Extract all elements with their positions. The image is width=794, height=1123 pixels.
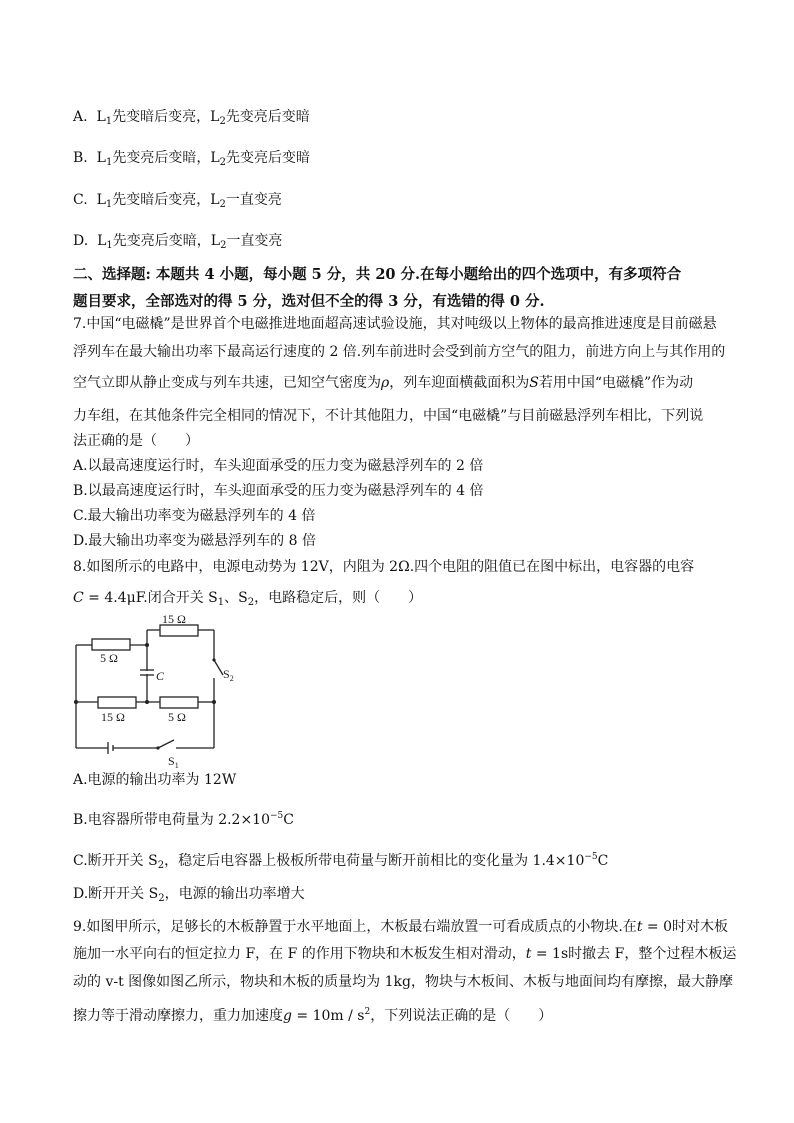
text: 施加一水平向右的恒定拉力 F，在 F 的作用下物块和木板发生相对滑动， (73, 946, 526, 962)
lamp-label: L (97, 233, 107, 249)
q7-line5: 法正确的是（ ） (73, 433, 199, 449)
lamp-sub: 1 (106, 240, 113, 251)
time-value: = 0 (642, 919, 672, 935)
junction-dot (212, 700, 216, 704)
text: ，下列说法正确的是（ ） (370, 1008, 553, 1024)
resistor-lower-right (160, 697, 198, 708)
gravity-value: = 10m / s (291, 1008, 365, 1024)
section-heading-line1: 二、选择题: 本题共 4 小题，每小题 5 分，共 20 分.在每小题给出的四个选项中，有多项符合 (73, 266, 682, 283)
q8-line1: 8.如图所示的电路中，电源电动势为 12V，内阻为 2Ω.四个电阻的阻值已在图中标出，电容器的电容 (73, 559, 695, 575)
q8-option-d (73, 884, 305, 909)
gravity-symbol: g (283, 1008, 292, 1024)
option-text: 先变亮后变暗 (225, 109, 310, 125)
text: ，列车迎面横截面积为 (389, 375, 530, 391)
text: 若用中国“电磁橇”作为动 (538, 375, 694, 391)
lamp-sub: 1 (105, 157, 113, 168)
q7-option-a: A.以最高速度运行时，车头迎面承受的压力变为磁悬浮列车的 2 倍 (73, 458, 484, 474)
q7-option-b: B.以最高速度运行时，车头迎面承受的压力变为磁悬浮列车的 4 倍 (73, 483, 484, 499)
switch-sub: 1 (217, 597, 225, 608)
option-text: 先变暗后变亮， (112, 192, 211, 208)
option-b-prev (73, 148, 310, 173)
label-r-upper-left: 5 Ω (100, 651, 118, 665)
lamp-sub: 2 (219, 199, 226, 210)
area-symbol: S (529, 375, 539, 391)
time-value: = 1s (531, 946, 569, 962)
exponent: −5 (584, 852, 598, 862)
lamp-label: L (96, 192, 106, 208)
exponent: −5 (270, 811, 284, 821)
label-switch-s2 (223, 667, 234, 683)
switch-sub: 2 (157, 860, 165, 871)
unit: C (597, 853, 609, 869)
q8-option-b (73, 806, 294, 830)
switch-sub: 2 (247, 597, 255, 608)
option-text: 先变亮后变暗 (226, 150, 310, 166)
q9-line1 (73, 917, 728, 937)
option-letter: A. (73, 109, 88, 125)
capacitance-symbol: C (73, 590, 84, 606)
q7-line1: 7.中国“电磁橇”是世界首个电磁推进地面超高速试验设施，其对吨级以上物体的最高推进速度是目前磁悬 (73, 316, 717, 332)
text: .闭合开关 S (143, 590, 218, 606)
circuit-diagram (60, 612, 260, 770)
lamp-sub: 2 (219, 157, 226, 168)
option-d-prev (73, 231, 282, 256)
q7-option-d: D.最大输出功率变为磁悬浮列车的 8 倍 (73, 533, 316, 549)
lamp-label: L (210, 233, 221, 249)
q7-line4: 力车组，在其他条件完全相同的情况下，不计其他阻力，中国“电磁橇”与目前磁悬浮列车相比，下列说 (73, 408, 704, 424)
label-capacitor: C (156, 669, 165, 683)
lamp-label: L (210, 192, 220, 208)
switch-contact (212, 658, 215, 661)
option-letter: D. (73, 233, 89, 249)
q8-line2 (73, 588, 422, 613)
lamp-label: L (96, 109, 106, 125)
time-symbol: t (525, 946, 532, 962)
switch-letter: S (168, 754, 175, 768)
text: ，电源的输出功率增大 (164, 886, 305, 902)
label-r-lower-left: 15 Ω (101, 710, 125, 724)
q9-line3: 动的 v-t 图像如图乙所示，物块和木板的质量均为 1kg，物块与木板间、木板与地面间均有摩擦，最大静摩 (73, 974, 733, 990)
text: 时撤去 F，整个过程木板运 (568, 946, 737, 962)
option-c-prev (73, 190, 282, 215)
junction-dot (145, 643, 149, 647)
lamp-label: L (210, 150, 220, 166)
capacitance-value: = 4.4μF (83, 590, 144, 606)
q7-line2: 浮列车在最大输出功率下最高运行速度的 2 倍.列车前进时会受到前方空气的阻力，前进方向上与其作用的 (73, 344, 726, 360)
option-text: 先变亮后变暗， (112, 233, 211, 249)
q7-line3 (73, 373, 693, 393)
rho-symbol: ρ (381, 375, 390, 391)
lamp-sub: 1 (105, 116, 113, 127)
q9-line4 (73, 1002, 552, 1026)
junction-dot (145, 700, 149, 704)
section-heading-line2: 题目要求，全部选对的得 5 分，选对但不全的得 3 分，有选错的得 0 分. (73, 293, 545, 310)
text: D.断开开关 S (73, 886, 159, 902)
resistor-upper-left (92, 639, 130, 650)
lamp-sub: 2 (219, 116, 226, 127)
option-letter: B. (73, 150, 88, 166)
unit: C (283, 812, 294, 828)
lamp-sub: 2 (220, 240, 227, 251)
lamp-sub: 1 (105, 199, 113, 210)
text: 时对木板 (672, 919, 728, 935)
resistor-top (160, 625, 198, 636)
option-text: 先变亮后变暗， (112, 150, 211, 166)
time-symbol: t (636, 919, 643, 935)
lamp-label: L (96, 150, 106, 166)
switch-contact (156, 746, 159, 749)
resistor-lower-left (98, 697, 136, 708)
option-text: 先变暗后变亮， (112, 109, 211, 125)
q7-option-c: C.最大输出功率变为磁悬浮列车的 4 倍 (73, 508, 316, 524)
q9-line2 (73, 944, 736, 964)
switch-s2-blade (214, 660, 223, 675)
option-text: 一直变亮 (225, 192, 282, 208)
label-r-top: 15 Ω (162, 612, 186, 626)
switch-s1-blade (158, 740, 174, 748)
switch-sub: 2 (158, 893, 165, 904)
option-text: 一直变亮 (226, 233, 283, 249)
q8-option-c (73, 847, 608, 876)
option-a-prev (73, 107, 310, 132)
switch-sub: 2 (229, 674, 234, 683)
text: 、S (224, 590, 248, 606)
q8-option-a: A.电源的输出功率为 12W (73, 772, 237, 788)
option-letter: C. (73, 192, 88, 208)
junction-dot (74, 700, 78, 704)
text: ，稳定后电容器上极板所带电荷量与断开前相比的变化量为 1.4×10 (164, 853, 585, 869)
text: B.电容器所带电荷量为 2.2×10 (73, 812, 270, 828)
exponent: 2 (364, 1007, 371, 1017)
label-r-lower-right: 5 Ω (168, 710, 186, 724)
switch-sub: 1 (174, 761, 179, 770)
switch-letter: S (223, 667, 230, 681)
text: 擦力等于滑动摩擦力，重力加速度 (73, 1008, 283, 1024)
text: 空气立即从静止变成与列车共速，已知空气密度为 (73, 375, 381, 391)
text: C.断开开关 S (73, 853, 158, 869)
label-switch-s1 (168, 754, 179, 770)
text: 9.如图甲所示，足够长的木板静置于水平地面上，木板最右端放置一可看成质点的小物块.在 (73, 919, 637, 935)
text: ，电路稳定后，则（ ） (254, 590, 423, 606)
lamp-label: L (210, 109, 220, 125)
